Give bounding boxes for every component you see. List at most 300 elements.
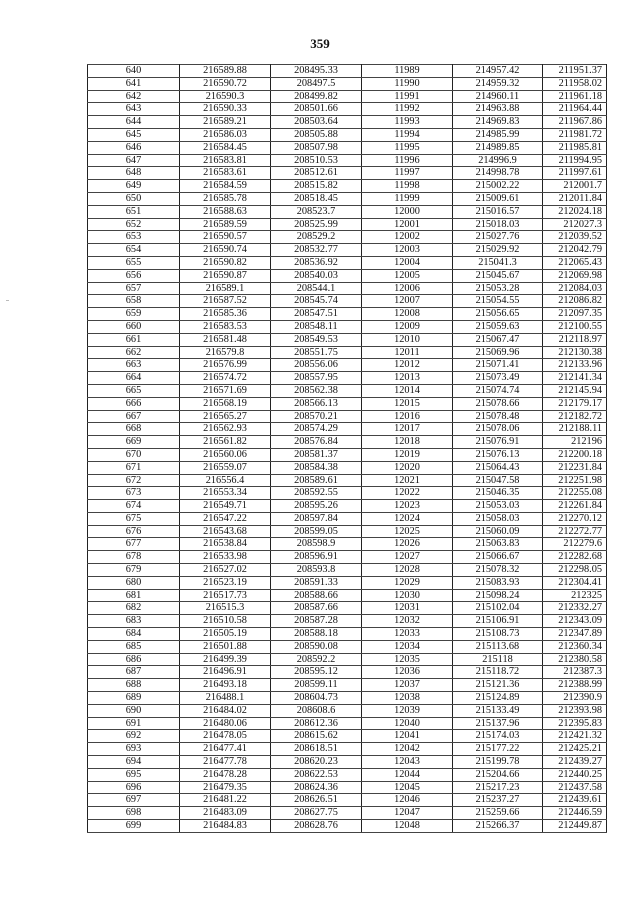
y-coordinate-cell: 208596.91 [271, 551, 362, 564]
x-coordinate-cell: 216483.09 [180, 807, 271, 820]
y-coordinate-cell: 208597.84 [271, 512, 362, 525]
x-coordinate-cell: 216533.98 [180, 551, 271, 564]
x-coordinate-cell: 216587.52 [180, 295, 271, 308]
point-number-cell: 682 [88, 602, 180, 615]
x-coordinate-cell: 214985.99 [453, 128, 543, 141]
y-coordinate-cell: 212196 [543, 436, 607, 449]
x-coordinate-cell: 215041.3 [453, 256, 543, 269]
y-coordinate-cell: 208608.6 [271, 704, 362, 717]
table-row [88, 640, 607, 653]
y-coordinate-cell: 208593.8 [271, 564, 362, 577]
point-number-cell: 11993 [362, 116, 453, 129]
y-coordinate-cell: 211985.81 [543, 141, 607, 154]
table-row [88, 602, 607, 615]
x-coordinate-cell: 215102.04 [453, 602, 543, 615]
y-coordinate-cell: 208576.84 [271, 436, 362, 449]
x-coordinate-cell: 215137.96 [453, 717, 543, 730]
x-coordinate-cell: 215047.58 [453, 474, 543, 487]
x-coordinate-cell: 214969.83 [453, 116, 543, 129]
y-coordinate-cell: 212425.21 [543, 743, 607, 756]
point-number-cell: 12014 [362, 384, 453, 397]
point-number-cell: 668 [88, 423, 180, 436]
point-number-cell: 11991 [362, 90, 453, 103]
point-number-cell: 665 [88, 384, 180, 397]
point-number-cell: 656 [88, 269, 180, 282]
x-coordinate-cell: 215237.27 [453, 794, 543, 807]
y-coordinate-cell: 212446.59 [543, 807, 607, 820]
y-coordinate-cell: 212200.18 [543, 448, 607, 461]
point-number-cell: 12025 [362, 525, 453, 538]
y-coordinate-cell: 211994.95 [543, 154, 607, 167]
y-coordinate-cell: 212343.09 [543, 615, 607, 628]
point-number-cell: 12027 [362, 551, 453, 564]
x-coordinate-cell: 216571.69 [180, 384, 271, 397]
y-coordinate-cell: 212388.99 [543, 679, 607, 692]
x-coordinate-cell: 215174.03 [453, 730, 543, 743]
x-coordinate-cell: 216590.74 [180, 244, 271, 257]
y-coordinate-cell: 208570.21 [271, 410, 362, 423]
y-coordinate-cell: 211981.72 [543, 128, 607, 141]
point-number-cell: 12011 [362, 346, 453, 359]
x-coordinate-cell: 215078.32 [453, 564, 543, 577]
table-row [88, 282, 607, 295]
point-number-cell: 12007 [362, 295, 453, 308]
point-number-cell: 663 [88, 359, 180, 372]
x-coordinate-cell: 216583.53 [180, 320, 271, 333]
point-number-cell: 12037 [362, 679, 453, 692]
table-row [88, 717, 607, 730]
y-coordinate-cell: 212437.58 [543, 781, 607, 794]
x-coordinate-cell: 216496.91 [180, 666, 271, 679]
point-number-cell: 12028 [362, 564, 453, 577]
y-coordinate-cell: 212325 [543, 589, 607, 602]
x-coordinate-cell: 216501.88 [180, 640, 271, 653]
x-coordinate-cell: 216590.87 [180, 269, 271, 282]
table-row [88, 103, 607, 116]
y-coordinate-cell: 208499.82 [271, 90, 362, 103]
y-coordinate-cell: 208551.75 [271, 346, 362, 359]
point-number-cell: 688 [88, 679, 180, 692]
point-number-cell: 694 [88, 756, 180, 769]
x-coordinate-cell: 215259.66 [453, 807, 543, 820]
x-coordinate-cell: 216479.35 [180, 781, 271, 794]
y-coordinate-cell: 212024.18 [543, 205, 607, 218]
point-number-cell: 660 [88, 320, 180, 333]
x-coordinate-cell: 216488.1 [180, 692, 271, 705]
table-row [88, 256, 607, 269]
y-coordinate-cell: 208628.76 [271, 820, 362, 833]
x-coordinate-cell: 216547.22 [180, 512, 271, 525]
x-coordinate-cell: 215124.89 [453, 692, 543, 705]
y-coordinate-cell: 208512.61 [271, 167, 362, 180]
y-coordinate-cell: 212145.94 [543, 384, 607, 397]
x-coordinate-cell: 216484.83 [180, 820, 271, 833]
x-coordinate-cell: 216556.4 [180, 474, 271, 487]
y-coordinate-cell: 208595.26 [271, 500, 362, 513]
y-coordinate-cell: 211997.61 [543, 167, 607, 180]
point-number-cell: 680 [88, 576, 180, 589]
table-row [88, 679, 607, 692]
x-coordinate-cell: 216584.45 [180, 141, 271, 154]
y-coordinate-cell: 212133.96 [543, 359, 607, 372]
x-coordinate-cell: 216583.61 [180, 167, 271, 180]
x-coordinate-cell: 216581.48 [180, 333, 271, 346]
y-coordinate-cell: 208529.2 [271, 231, 362, 244]
point-number-cell: 12044 [362, 768, 453, 781]
point-number-cell: 12012 [362, 359, 453, 372]
x-coordinate-cell: 215059.63 [453, 320, 543, 333]
point-number-cell: 12020 [362, 461, 453, 474]
x-coordinate-cell: 216589.1 [180, 282, 271, 295]
table-row [88, 90, 607, 103]
point-number-cell: 12046 [362, 794, 453, 807]
table-row [88, 244, 607, 257]
x-coordinate-cell: 215073.49 [453, 372, 543, 385]
y-coordinate-cell: 208510.53 [271, 154, 362, 167]
y-coordinate-cell: 212001.7 [543, 180, 607, 193]
x-coordinate-cell: 214960.11 [453, 90, 543, 103]
x-coordinate-cell: 215029.92 [453, 244, 543, 257]
point-number-cell: 12042 [362, 743, 453, 756]
y-coordinate-cell: 208604.73 [271, 692, 362, 705]
point-number-cell: 12001 [362, 218, 453, 231]
point-number-cell: 12036 [362, 666, 453, 679]
x-coordinate-cell: 215118 [453, 653, 543, 666]
point-number-cell: 11997 [362, 167, 453, 180]
y-coordinate-cell: 212380.58 [543, 653, 607, 666]
x-coordinate-cell: 216565.27 [180, 410, 271, 423]
y-coordinate-cell: 212097.35 [543, 308, 607, 321]
y-coordinate-cell: 212231.84 [543, 461, 607, 474]
point-number-cell: 642 [88, 90, 180, 103]
point-number-cell: 11999 [362, 192, 453, 205]
x-coordinate-cell: 215133.49 [453, 704, 543, 717]
y-coordinate-cell: 212255.08 [543, 487, 607, 500]
table-row [88, 320, 607, 333]
y-coordinate-cell: 211951.37 [543, 65, 607, 78]
point-number-cell: 689 [88, 692, 180, 705]
x-coordinate-cell: 216517.73 [180, 589, 271, 602]
point-number-cell: 671 [88, 461, 180, 474]
point-number-cell: 655 [88, 256, 180, 269]
y-coordinate-cell: 212261.84 [543, 500, 607, 513]
x-coordinate-cell: 215076.13 [453, 448, 543, 461]
table-row [88, 218, 607, 231]
x-coordinate-cell: 215078.66 [453, 397, 543, 410]
y-coordinate-cell: 208590.08 [271, 640, 362, 653]
x-coordinate-cell: 215067.47 [453, 333, 543, 346]
x-coordinate-cell: 214998.78 [453, 167, 543, 180]
point-number-cell: 12015 [362, 397, 453, 410]
y-coordinate-cell: 211964.44 [543, 103, 607, 116]
point-number-cell: 647 [88, 154, 180, 167]
y-coordinate-cell: 208589.61 [271, 474, 362, 487]
y-coordinate-cell: 208627.75 [271, 807, 362, 820]
table-row [88, 525, 607, 538]
table-row [88, 781, 607, 794]
table-row [88, 551, 607, 564]
x-coordinate-cell: 214957.42 [453, 65, 543, 78]
y-coordinate-cell: 212272.77 [543, 525, 607, 538]
point-number-cell: 12043 [362, 756, 453, 769]
x-coordinate-cell: 216584.59 [180, 180, 271, 193]
y-coordinate-cell: 208507.98 [271, 141, 362, 154]
table-row [88, 794, 607, 807]
point-number-cell: 692 [88, 730, 180, 743]
y-coordinate-cell: 208622.53 [271, 768, 362, 781]
y-coordinate-cell: 208592.2 [271, 653, 362, 666]
x-coordinate-cell: 216477.78 [180, 756, 271, 769]
x-coordinate-cell: 215009.61 [453, 192, 543, 205]
table-row [88, 372, 607, 385]
y-coordinate-cell: 212179.17 [543, 397, 607, 410]
table-row [88, 410, 607, 423]
point-number-cell: 648 [88, 167, 180, 180]
x-coordinate-cell: 216559.07 [180, 461, 271, 474]
point-number-cell: 12034 [362, 640, 453, 653]
y-coordinate-cell: 208588.18 [271, 628, 362, 641]
x-coordinate-cell: 216561.82 [180, 436, 271, 449]
point-number-cell: 12026 [362, 538, 453, 551]
point-number-cell: 12000 [362, 205, 453, 218]
point-number-cell: 12010 [362, 333, 453, 346]
y-coordinate-cell: 212360.34 [543, 640, 607, 653]
point-number-cell: 657 [88, 282, 180, 295]
table-row [88, 512, 607, 525]
x-coordinate-cell: 215199.78 [453, 756, 543, 769]
x-coordinate-cell: 215027.76 [453, 231, 543, 244]
x-coordinate-cell: 214996.9 [453, 154, 543, 167]
y-coordinate-cell: 208595.12 [271, 666, 362, 679]
x-coordinate-cell: 215106.91 [453, 615, 543, 628]
x-coordinate-cell: 215118.72 [453, 666, 543, 679]
y-coordinate-cell: 208557.95 [271, 372, 362, 385]
y-coordinate-cell: 208556.06 [271, 359, 362, 372]
y-coordinate-cell: 212387.3 [543, 666, 607, 679]
table-row [88, 743, 607, 756]
x-coordinate-cell: 215060.09 [453, 525, 543, 538]
point-number-cell: 12016 [362, 410, 453, 423]
x-coordinate-cell: 216515.3 [180, 602, 271, 615]
y-coordinate-cell: 208615.62 [271, 730, 362, 743]
table-row [88, 756, 607, 769]
y-coordinate-cell: 212100.55 [543, 320, 607, 333]
table-row [88, 384, 607, 397]
x-coordinate-cell: 216586.03 [180, 128, 271, 141]
point-number-cell: 649 [88, 180, 180, 193]
x-coordinate-cell: 216585.78 [180, 192, 271, 205]
table-row [88, 564, 607, 577]
x-coordinate-cell: 215046.35 [453, 487, 543, 500]
point-number-cell: 659 [88, 308, 180, 321]
y-coordinate-cell: 208515.82 [271, 180, 362, 193]
point-number-cell: 12004 [362, 256, 453, 269]
y-coordinate-cell: 208566.13 [271, 397, 362, 410]
point-number-cell: 12017 [362, 423, 453, 436]
y-coordinate-cell: 208547.51 [271, 308, 362, 321]
point-number-cell: 11996 [362, 154, 453, 167]
y-coordinate-cell: 208591.33 [271, 576, 362, 589]
point-number-cell: 669 [88, 436, 180, 449]
table-row [88, 231, 607, 244]
point-number-cell: 12033 [362, 628, 453, 641]
point-number-cell: 651 [88, 205, 180, 218]
point-number-cell: 12047 [362, 807, 453, 820]
x-coordinate-cell: 215018.03 [453, 218, 543, 231]
point-number-cell: 687 [88, 666, 180, 679]
table-row [88, 359, 607, 372]
y-coordinate-cell: 212251.98 [543, 474, 607, 487]
table-row [88, 397, 607, 410]
x-coordinate-cell: 215108.73 [453, 628, 543, 641]
point-number-cell: 697 [88, 794, 180, 807]
x-coordinate-cell: 216585.36 [180, 308, 271, 321]
point-number-cell: 681 [88, 589, 180, 602]
point-number-cell: 644 [88, 116, 180, 129]
point-number-cell: 684 [88, 628, 180, 641]
table-row [88, 730, 607, 743]
point-number-cell: 696 [88, 781, 180, 794]
y-coordinate-cell: 208612.36 [271, 717, 362, 730]
point-number-cell: 11994 [362, 128, 453, 141]
y-coordinate-cell: 212347.89 [543, 628, 607, 641]
y-coordinate-cell: 212027.3 [543, 218, 607, 231]
y-coordinate-cell: 212011.84 [543, 192, 607, 205]
x-coordinate-cell: 215121.36 [453, 679, 543, 692]
point-number-cell: 12035 [362, 653, 453, 666]
y-coordinate-cell: 208518.45 [271, 192, 362, 205]
table-row [88, 346, 607, 359]
x-coordinate-cell: 216589.21 [180, 116, 271, 129]
x-coordinate-cell: 215064.43 [453, 461, 543, 474]
y-coordinate-cell: 208599.11 [271, 679, 362, 692]
table-row [88, 487, 607, 500]
point-number-cell: 683 [88, 615, 180, 628]
table-row [88, 167, 607, 180]
table-row [88, 461, 607, 474]
y-coordinate-cell: 208501.66 [271, 103, 362, 116]
table-row [88, 308, 607, 321]
point-number-cell: 12039 [362, 704, 453, 717]
y-coordinate-cell: 208587.66 [271, 602, 362, 615]
table-row [88, 192, 607, 205]
table-row [88, 128, 607, 141]
table-row [88, 807, 607, 820]
coordinates-table-body [88, 65, 607, 833]
point-number-cell: 677 [88, 538, 180, 551]
y-coordinate-cell: 212390.9 [543, 692, 607, 705]
table-row [88, 116, 607, 129]
x-coordinate-cell: 215217.23 [453, 781, 543, 794]
table-row [88, 820, 607, 833]
point-number-cell: 11992 [362, 103, 453, 116]
table-row [88, 295, 607, 308]
x-coordinate-cell: 216538.84 [180, 538, 271, 551]
y-coordinate-cell: 208523.7 [271, 205, 362, 218]
x-coordinate-cell: 216553.34 [180, 487, 271, 500]
y-coordinate-cell: 208598.9 [271, 538, 362, 551]
y-coordinate-cell: 212118.97 [543, 333, 607, 346]
x-coordinate-cell: 216505.19 [180, 628, 271, 641]
y-coordinate-cell: 212042.79 [543, 244, 607, 257]
x-coordinate-cell: 214989.85 [453, 141, 543, 154]
x-coordinate-cell: 216562.93 [180, 423, 271, 436]
y-coordinate-cell: 208581.37 [271, 448, 362, 461]
y-coordinate-cell: 212298.05 [543, 564, 607, 577]
table-row [88, 180, 607, 193]
y-coordinate-cell: 208544.1 [271, 282, 362, 295]
x-coordinate-cell: 216481.22 [180, 794, 271, 807]
y-coordinate-cell: 212395.83 [543, 717, 607, 730]
point-number-cell: 12029 [362, 576, 453, 589]
point-number-cell: 670 [88, 448, 180, 461]
point-number-cell: 12032 [362, 615, 453, 628]
x-coordinate-cell: 216574.72 [180, 372, 271, 385]
x-coordinate-cell: 215078.06 [453, 423, 543, 436]
y-coordinate-cell: 208505.88 [271, 128, 362, 141]
y-coordinate-cell: 212182.72 [543, 410, 607, 423]
point-number-cell: 693 [88, 743, 180, 756]
y-coordinate-cell: 212279.6 [543, 538, 607, 551]
point-number-cell: 673 [88, 487, 180, 500]
y-coordinate-cell: 208618.51 [271, 743, 362, 756]
x-coordinate-cell: 215204.66 [453, 768, 543, 781]
point-number-cell: 12045 [362, 781, 453, 794]
y-coordinate-cell: 212039.52 [543, 231, 607, 244]
x-coordinate-cell: 216477.41 [180, 743, 271, 756]
y-coordinate-cell: 208574.29 [271, 423, 362, 436]
point-number-cell: 641 [88, 77, 180, 90]
point-number-cell: 12008 [362, 308, 453, 321]
point-number-cell: 640 [88, 65, 180, 78]
x-coordinate-cell: 214963.88 [453, 103, 543, 116]
point-number-cell: 643 [88, 103, 180, 116]
point-number-cell: 12013 [362, 372, 453, 385]
table-row [88, 77, 607, 90]
x-coordinate-cell: 215266.37 [453, 820, 543, 833]
point-number-cell: 661 [88, 333, 180, 346]
table-row [88, 704, 607, 717]
point-number-cell: 658 [88, 295, 180, 308]
point-number-cell: 653 [88, 231, 180, 244]
point-number-cell: 650 [88, 192, 180, 205]
x-coordinate-cell: 216579.8 [180, 346, 271, 359]
y-coordinate-cell: 208584.38 [271, 461, 362, 474]
table-row [88, 692, 607, 705]
x-coordinate-cell: 216590.82 [180, 256, 271, 269]
table-row [88, 65, 607, 78]
table-row [88, 768, 607, 781]
x-coordinate-cell: 215063.83 [453, 538, 543, 551]
y-coordinate-cell: 212141.34 [543, 372, 607, 385]
point-number-cell: 12006 [362, 282, 453, 295]
y-coordinate-cell: 212086.82 [543, 295, 607, 308]
point-number-cell: 698 [88, 807, 180, 820]
point-number-cell: 12021 [362, 474, 453, 487]
table-row [88, 141, 607, 154]
y-coordinate-cell: 212440.25 [543, 768, 607, 781]
x-coordinate-cell: 216478.28 [180, 768, 271, 781]
point-number-cell: 12005 [362, 269, 453, 282]
x-coordinate-cell: 214959.32 [453, 77, 543, 90]
y-coordinate-cell: 212065.43 [543, 256, 607, 269]
y-coordinate-cell: 208540.03 [271, 269, 362, 282]
table-row [88, 576, 607, 589]
y-coordinate-cell: 208497.5 [271, 77, 362, 90]
table-row [88, 538, 607, 551]
point-number-cell: 12041 [362, 730, 453, 743]
point-number-cell: 12019 [362, 448, 453, 461]
